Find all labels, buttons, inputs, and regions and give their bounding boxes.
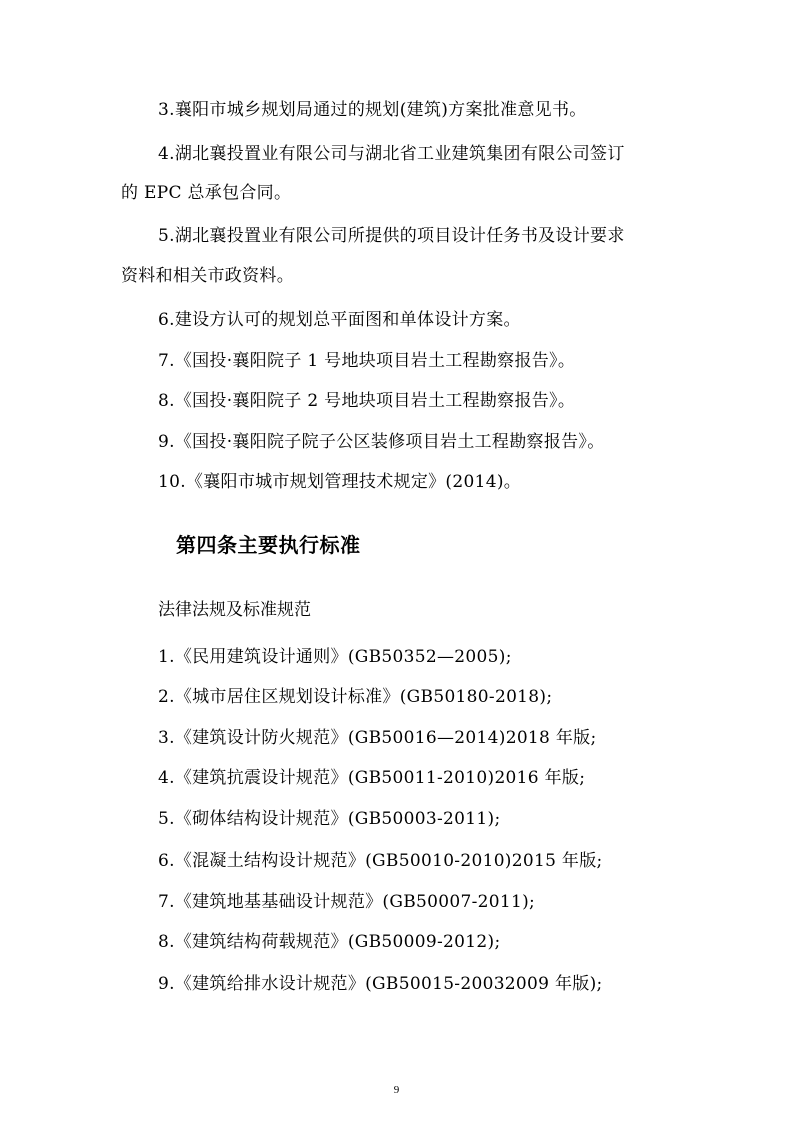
standard-item: 3.《建筑设计防火规范》(GB50016—2014)2018 年版; bbox=[158, 728, 597, 748]
text-line-item-6: 6.建设方认可的规划总平面图和单体设计方案。 bbox=[158, 310, 521, 330]
text-line-item-5-continued: 资料和相关市政资料。 bbox=[121, 266, 294, 286]
standard-item: 4.《建筑抗震设计规范》(GB50011-2010)2016 年版; bbox=[158, 768, 586, 788]
standard-item: 5.《砌体结构设计规范》(GB50003-2011); bbox=[158, 809, 501, 829]
page-number: 9 bbox=[393, 1084, 400, 1096]
text-line-item-5: 5.湖北襄投置业有限公司所提供的项目设计任务书及设计要求 bbox=[158, 226, 625, 246]
section-heading: 第四条主要执行标准 bbox=[176, 533, 361, 557]
text-line-item-10: 10.《襄阳市城市规划管理技术规定》(2014)。 bbox=[158, 472, 522, 492]
standard-item: 6.《混凝土结构设计规范》(GB50010-2010)2015 年版; bbox=[158, 851, 603, 871]
subheading: 法律法规及标准规范 bbox=[158, 600, 311, 620]
standard-item: 1.《民用建筑设计通则》(GB50352—2005); bbox=[158, 647, 512, 667]
standard-item: 7.《建筑地基基础设计规范》(GB50007-2011); bbox=[158, 892, 536, 912]
text-line-item-9: 9.《国投·襄阳院子院子公区装修项目岩土工程勘察报告》。 bbox=[158, 432, 605, 452]
text-line-item-3: 3.襄阳市城乡规划局通过的规划(建筑)方案批准意见书。 bbox=[158, 100, 587, 120]
standard-item: 2.《城市居住区规划设计标准》(GB50180-2018); bbox=[158, 687, 553, 707]
standard-item: 9.《建筑给排水设计规范》(GB50015-20032009 年版); bbox=[158, 974, 603, 994]
text-line-item-8: 8.《国投·襄阳院子 2 号地块项目岩土工程勘察报告》。 bbox=[158, 391, 576, 411]
standard-item: 8.《建筑结构荷载规范》(GB50009-2012); bbox=[158, 932, 501, 952]
text-line-item-4: 4.湖北襄投置业有限公司与湖北省工业建筑集团有限公司签订 bbox=[158, 144, 625, 164]
text-line-item-4-continued: 的 EPC 总承包合同。 bbox=[121, 183, 292, 203]
text-line-item-7: 7.《国投·襄阳院子 1 号地块项目岩土工程勘察报告》。 bbox=[158, 351, 576, 371]
